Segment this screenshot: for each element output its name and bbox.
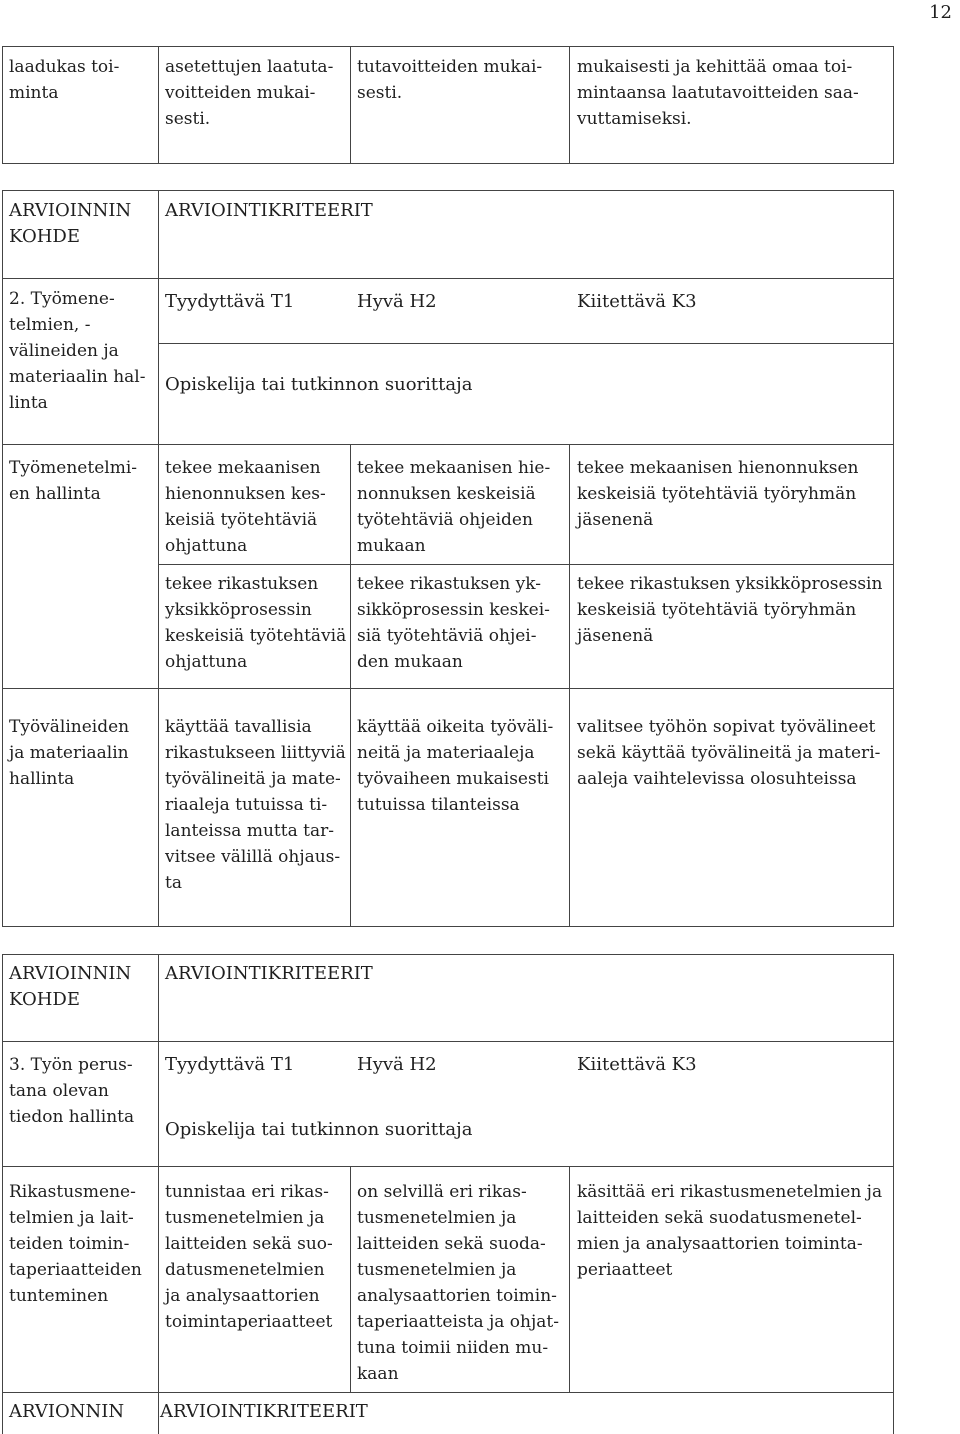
table-border — [2, 163, 894, 164]
criterion-k3: tekee rikastuksen yksikköprosessin keskeisiä työtehtäviä työryhmän jäsenenä — [577, 574, 883, 646]
criterion-t1: tunnistaa eri rikas- tusmenetelmien ja laitteiden sekä suo- datusmenetelmien ja analysaattorien toimintaperiaatteet — [165, 1182, 333, 1332]
table-border — [350, 46, 351, 164]
table-border — [2, 1392, 894, 1393]
subject-label: Opiskelija tai tutkinnon suorittaja — [165, 374, 473, 395]
table-border — [2, 46, 3, 164]
row-label: Rikastusmene- telmien ja lait- teiden toimin- taperiaatteiden tunteminen — [9, 1182, 142, 1306]
table-border — [893, 46, 894, 164]
section-title: 2. Työmene- telmien, - välineiden ja materiaalin hal- linta — [9, 289, 146, 413]
top-cell-3: tutavoitteiden mukai- sesti. — [357, 57, 543, 103]
grade-k3-header: Kiitettävä K3 — [577, 1054, 697, 1075]
page-number: 12 — [929, 2, 952, 23]
criterion-h2: tekee rikastuksen yk- sikköprosessin keskei- siä työtehtäviä ohjei- den mukaan — [357, 574, 550, 672]
criterion-t1: tekee rikastuksen yksikköprosessin keskeisiä työtehtäviä ohjattuna — [165, 574, 347, 672]
criterion-h2: käyttää oikeita työväli- neitä ja materiaaleja työvaiheen mukaisesti tutuissa tilanteissa — [357, 717, 554, 815]
criterion-k3: käsittää eri rikastusmenetelmien ja laitteiden sekä suodatusmenetel- mien ja analysaattorien toiminta- periaatteet — [577, 1182, 883, 1280]
next-assessment-target-header: ARVIONNIN — [9, 1401, 125, 1422]
top-cell-4: mukaisesti ja kehittää omaa toi- mintaansa laatutavoitteiden saa- vuttamiseksi. — [577, 57, 859, 129]
table-border — [569, 1166, 570, 1392]
top-cell-1: laadukas toi- minta — [9, 57, 120, 103]
row-label: Työvälineiden ja materiaalin hallinta — [9, 717, 130, 789]
table-border — [2, 926, 894, 927]
table-border — [893, 190, 894, 927]
table-border — [569, 444, 570, 927]
table-border — [2, 954, 3, 1434]
criterion-k3: valitsee työhön sopivat työvälineet sekä käyttää työvälineitä ja materi- aaleja vaihtelevissa olosuhteissa — [577, 717, 881, 789]
assessment-criteria-header: ARVIOINTIKRITEERIT — [165, 963, 373, 984]
criterion-t1: tekee mekaanisen hienonnuksen kes- keisiä työtehtäviä ohjattuna — [165, 458, 326, 556]
table-border — [158, 954, 159, 1434]
assessment-target-header: ARVIOINNIN KOHDE — [9, 963, 132, 1010]
table-border — [2, 444, 894, 445]
criterion-k3: tekee mekaanisen hienonnuksen keskeisiä työtehtäviä työryhmän jäsenenä — [577, 458, 859, 530]
table-border — [2, 1166, 894, 1167]
next-assessment-criteria-header: ARVIOINTIKRITEERIT — [160, 1401, 368, 1422]
table-border — [2, 46, 894, 47]
criterion-h2: tekee mekaanisen hie- nonnuksen keskeisiä työtehtäviä ohjeiden mukaan — [357, 458, 551, 556]
subject-label: Opiskelija tai tutkinnon suorittaja — [165, 1119, 473, 1140]
table-border — [2, 954, 894, 955]
criterion-h2: on selvillä eri rikas- tusmenetelmien ja laitteiden sekä suoda- tusmenetelmien ja analysaattorien toimin- taperiaatteista ja ohjat- tuna toimii niiden mu- kaan — [357, 1182, 559, 1384]
table-border — [158, 190, 159, 927]
grade-h2-header: Hyvä H2 — [357, 1054, 437, 1075]
assessment-criteria-header: ARVIOINTIKRITEERIT — [165, 200, 373, 221]
table-border — [158, 343, 894, 344]
table-border — [2, 190, 3, 927]
table-border — [158, 564, 894, 565]
table-border — [893, 954, 894, 1434]
table-border — [569, 46, 570, 164]
grade-t1-header: Tyydyttävä T1 — [165, 291, 295, 312]
table-border — [2, 1041, 894, 1042]
assessment-target-header: ARVIOINNIN KOHDE — [9, 200, 132, 247]
grade-h2-header: Hyvä H2 — [357, 291, 437, 312]
grade-t1-header: Tyydyttävä T1 — [165, 1054, 295, 1075]
table-border — [2, 278, 894, 279]
table-border — [350, 444, 351, 927]
grade-k3-header: Kiitettävä K3 — [577, 291, 697, 312]
table-border — [2, 190, 894, 191]
table-border — [158, 46, 159, 164]
table-border — [350, 1166, 351, 1392]
row-label: Työmenetelmi- en hallinta — [9, 458, 137, 504]
table-border — [2, 688, 894, 689]
section-title: 3. Työn perus- tana olevan tiedon hallinta — [9, 1055, 135, 1127]
criterion-t1: käyttää tavallisia rikastukseen liittyviä työvälineitä ja mate- riaaleja tutuissa ti- lanteissa mutta tar- vitsee välillä ohjaus- ta — [165, 717, 346, 893]
top-cell-2: asetettujen laatuta- voitteiden mukai- sesti. — [165, 57, 334, 129]
